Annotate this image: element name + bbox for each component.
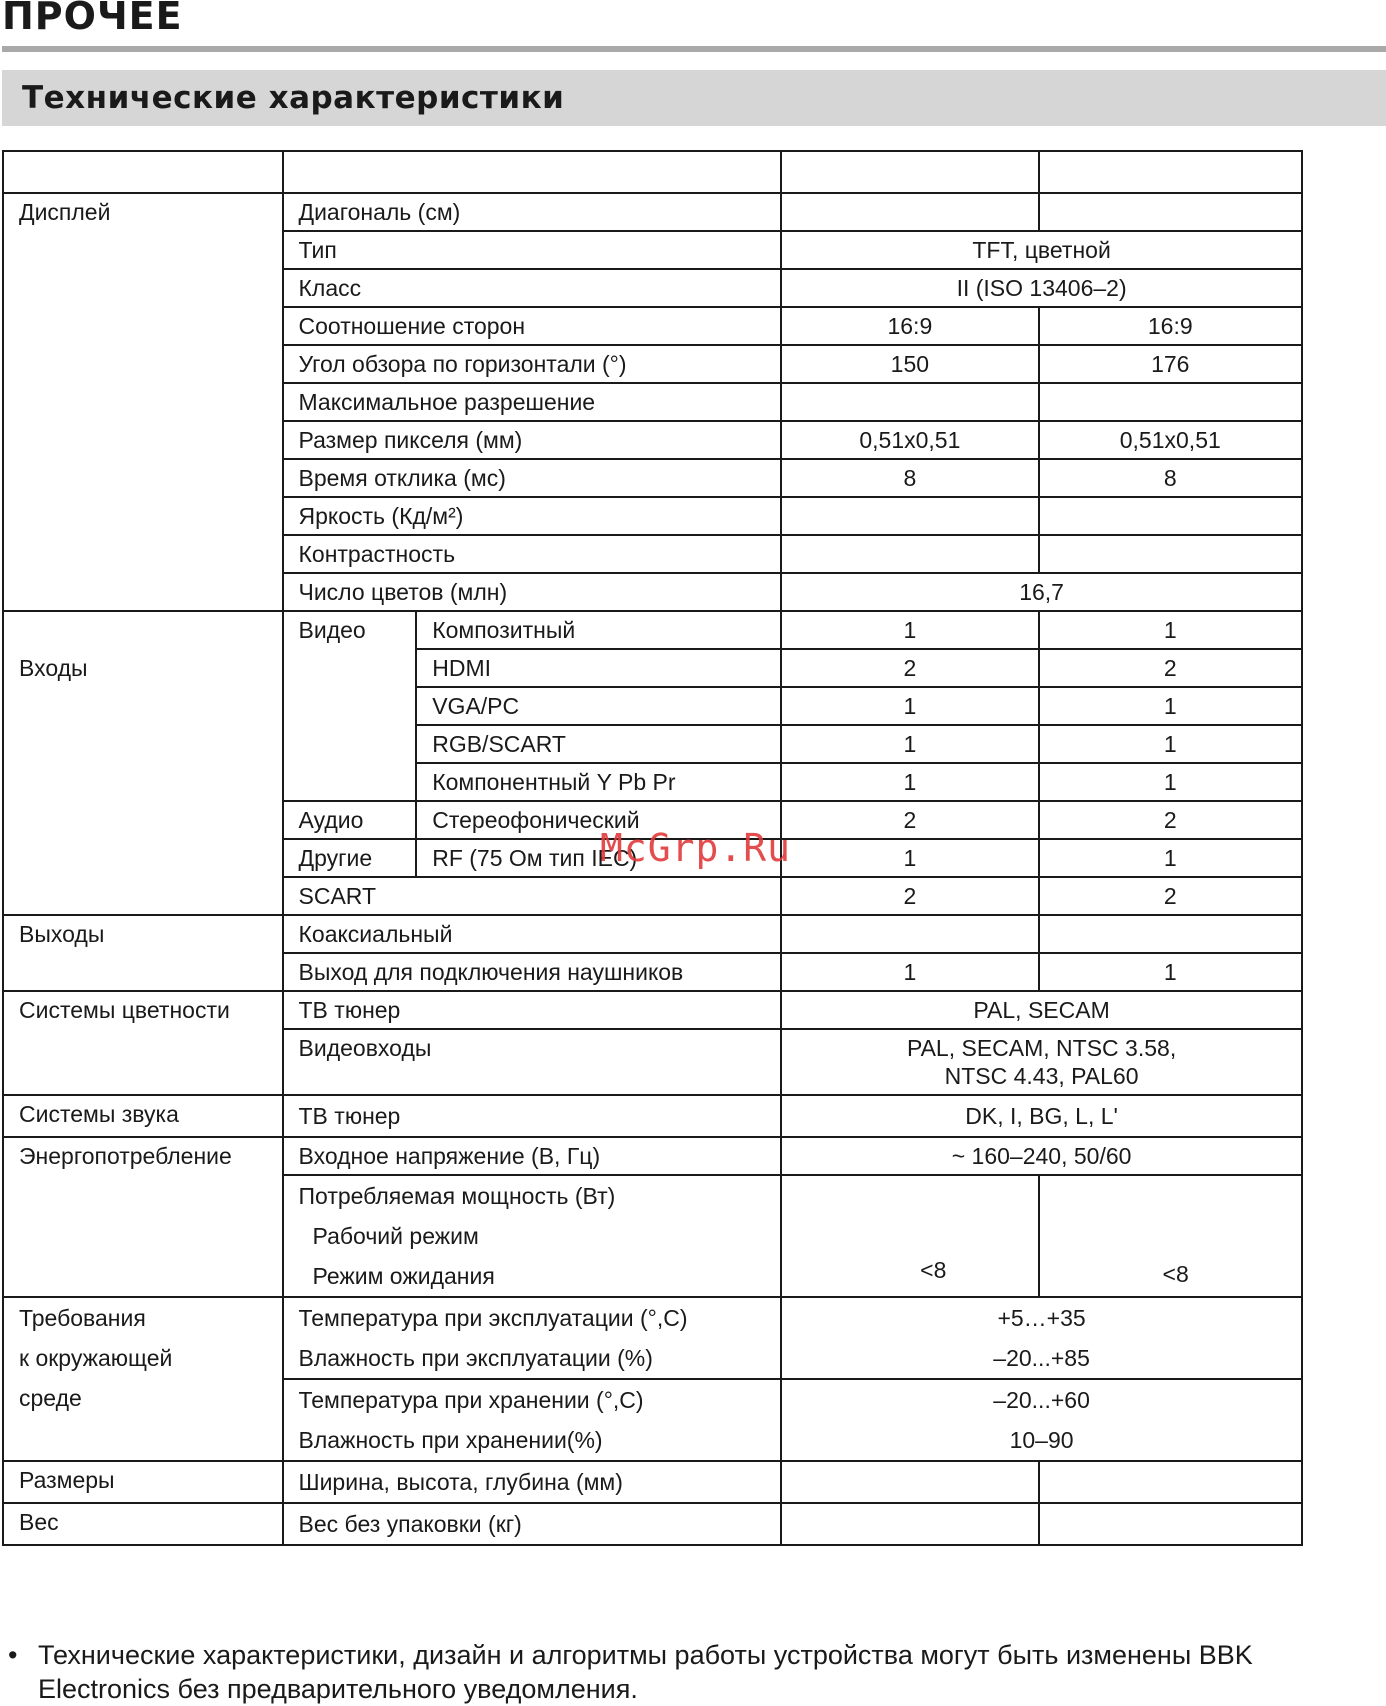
category-line: среде [19, 1385, 82, 1411]
value-line: –20...+85 [993, 1345, 1090, 1371]
value-cell: 1 [1039, 687, 1302, 725]
section-title: ПРОЧЕЕ [2, 0, 183, 38]
param-label: Размер пикселя (мм) [283, 421, 782, 459]
value-cell: TFT, цветной [781, 231, 1302, 269]
header-cell [3, 151, 283, 193]
value-line: PAL, SECAM, NTSC 3.58, [906, 1035, 1177, 1061]
param-label: Выход для подключения наушников [283, 953, 782, 991]
param-label: SCART [283, 877, 782, 915]
category-line: к окружающей [19, 1345, 173, 1371]
value-line: –20...+60 [993, 1387, 1090, 1413]
value-cell: <8 [781, 1175, 1038, 1297]
table-row [3, 1461, 1302, 1503]
value-cell [781, 1461, 1038, 1503]
param-label: Входное напряжение (В, Гц) [283, 1137, 782, 1175]
value-line: +5…+35 [997, 1305, 1086, 1331]
value-cell [781, 497, 1038, 535]
table-row [3, 991, 1302, 1029]
value-cell: 2 [781, 801, 1038, 839]
table-row [3, 1095, 1302, 1137]
param-label: HDMI [416, 649, 781, 687]
category-environment [3, 1297, 283, 1461]
header-cell [781, 151, 1038, 193]
header-row [3, 151, 1302, 193]
category-dimensions: Размеры [3, 1461, 283, 1503]
table-row [3, 193, 1302, 231]
value-cell: 2 [781, 649, 1038, 687]
top-divider [2, 46, 1386, 52]
param-label-group [283, 1297, 782, 1379]
category-line: Требования [19, 1305, 146, 1331]
category-power: Энергопотребление [3, 1137, 283, 1297]
value-cell [781, 1379, 1302, 1461]
param-label: Угол обзора по горизонтали (°) [283, 345, 782, 383]
subgroup-other: Другие [283, 839, 417, 877]
value-cell: 2 [781, 877, 1038, 915]
param-label: ТВ тюнер [283, 1095, 782, 1137]
value-cell: DK, I, BG, L, L' [781, 1095, 1302, 1137]
param-label: Ширина, высота, глубина (мм) [283, 1461, 782, 1503]
category-weight: Вес [3, 1503, 283, 1545]
value-cell: 16,7 [781, 573, 1302, 611]
value-cell: 2 [1039, 649, 1302, 687]
param-label: Вес без упаковки (кг) [283, 1503, 782, 1545]
category-color-systems: Системы цветности [3, 991, 283, 1095]
value-cell [781, 193, 1038, 231]
value-cell [1039, 497, 1302, 535]
table-row [3, 611, 1302, 649]
value-cell: 1 [781, 687, 1038, 725]
param-label: Диагональ (см) [283, 193, 782, 231]
value-cell: 150 [781, 345, 1038, 383]
param-label: VGA/PC [416, 687, 781, 725]
value-cell [781, 535, 1038, 573]
param-label: Коаксиальный [283, 915, 782, 953]
value-cell: 0,51x0,51 [781, 421, 1038, 459]
param-label-group [283, 1175, 782, 1297]
value-cell: 8 [1039, 459, 1302, 497]
category-outputs: Выходы [3, 915, 283, 991]
value-cell [1039, 1461, 1302, 1503]
value-cell [781, 1503, 1038, 1545]
value-cell: 1 [1039, 953, 1302, 991]
bullet-icon: • [8, 1640, 18, 1670]
param-label: Класс [283, 269, 782, 307]
value-cell [781, 915, 1038, 953]
value-cell: <8 [1039, 1175, 1302, 1297]
value-cell [781, 383, 1038, 421]
value-cell: II (ISO 13406–2) [781, 269, 1302, 307]
value-cell [781, 1029, 1302, 1095]
watermark: McGrp.Ru [600, 826, 792, 870]
value-cell: 1 [1039, 611, 1302, 649]
param-label: Температура при хранении (°,С) [298, 1387, 644, 1413]
param-label: Яркость (Кд/м²) [283, 497, 782, 535]
category-inputs: Входы [3, 611, 283, 915]
subsection-title: Технические характеристики [22, 80, 565, 116]
table-row [3, 1297, 1302, 1379]
param-label: Число цветов (млн) [283, 573, 782, 611]
param-label: Композитный [416, 611, 781, 649]
param-label: ТВ тюнер [283, 991, 782, 1029]
value-cell [1039, 1503, 1302, 1545]
param-label: Время отклика (мс) [283, 459, 782, 497]
param-label: Максимальное разрешение [283, 383, 782, 421]
category-sound-systems: Системы звука [3, 1095, 283, 1137]
category-display: Дисплей [3, 193, 283, 611]
param-label: Соотношение сторон [283, 307, 782, 345]
param-label: Режим ожидания [312, 1263, 495, 1289]
value-line: NTSC 4.43, PAL60 [944, 1063, 1139, 1089]
value-cell: 2 [1039, 801, 1302, 839]
param-label: RGB/SCART [416, 725, 781, 763]
value-cell: 0,51x0,51 [1039, 421, 1302, 459]
value-cell [1039, 535, 1302, 573]
value-cell: 16:9 [1039, 307, 1302, 345]
value-cell: 8 [781, 459, 1038, 497]
param-label: Рабочий режим [312, 1223, 479, 1249]
value-cell: ~ 160–240, 50/60 [781, 1137, 1302, 1175]
header-cell [283, 151, 782, 193]
table-row [3, 1137, 1302, 1175]
param-label-group [283, 1379, 782, 1461]
footnote-text: Технические характеристики, дизайн и алгоритмы работы устройства могут быть изменены BBK Electronics без предварительного уведомления. [38, 1640, 1253, 1704]
value-cell [781, 1297, 1302, 1379]
value-cell: 1 [1039, 763, 1302, 801]
value-cell: 1 [1039, 839, 1302, 877]
value-line: 10–90 [1009, 1427, 1074, 1453]
table-row [3, 1503, 1302, 1545]
param-label: Тип [283, 231, 782, 269]
table-row [3, 915, 1302, 953]
value-cell: 1 [781, 953, 1038, 991]
value-cell [1039, 383, 1302, 421]
value-cell: 1 [1039, 725, 1302, 763]
param-label: Компонентный Y Pb Pr [416, 763, 781, 801]
value-cell: 1 [781, 611, 1038, 649]
value-cell: 1 [781, 839, 1038, 877]
param-label: Видеовходы [283, 1029, 782, 1095]
param-label: RF (75 Ом тип IEC) [416, 839, 781, 877]
value-cell: 2 [1039, 877, 1302, 915]
value-cell: 1 [781, 725, 1038, 763]
param-label: Влажность при хранении(%) [298, 1427, 603, 1453]
value-cell [1039, 915, 1302, 953]
param-label: Влажность при эксплуатации (%) [298, 1345, 653, 1371]
footnote [8, 1638, 1378, 1706]
subgroup-video: Видео [283, 611, 417, 801]
value-cell: 16:9 [781, 307, 1038, 345]
subgroup-audio: Аудио [283, 801, 417, 839]
value-cell: PAL, SECAM [781, 991, 1302, 1029]
param-label: Потребляемая мощность (Вт) [298, 1183, 616, 1209]
value-cell: 1 [781, 763, 1038, 801]
param-label: Температура при эксплуатации (°,С) [298, 1305, 688, 1331]
value-cell: 176 [1039, 345, 1302, 383]
param-label: Контрастность [283, 535, 782, 573]
param-label: Стереофонический [416, 801, 781, 839]
value-cell [1039, 193, 1302, 231]
header-cell [1039, 151, 1302, 193]
